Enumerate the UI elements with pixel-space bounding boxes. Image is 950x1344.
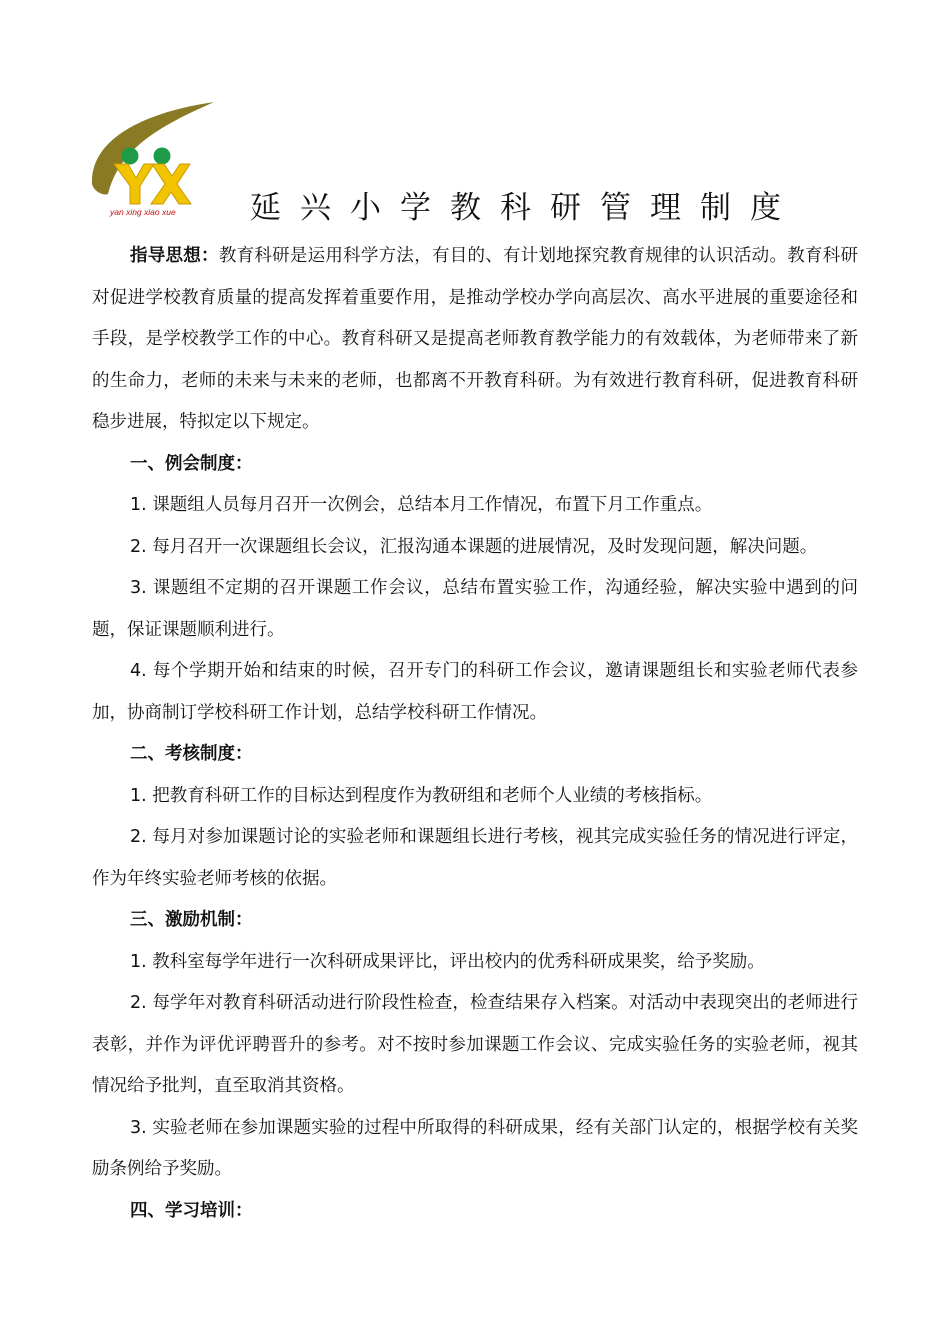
intro-paragraph	[92, 236, 858, 444]
section-heading: 二、考核制度：	[130, 744, 253, 764]
section-heading: 四、学习培训：	[130, 1200, 253, 1221]
school-logo	[86, 98, 218, 220]
intro-lead: 指导思想：	[130, 246, 219, 266]
list-item: 3. 课题组不定期的召开课题工作会议，总结布置实验工作，沟通经验，解决实验中遇到的问题，保证课题顺利进行。	[92, 578, 858, 640]
list-item: 2. 每月对参加课题讨论的实验老师和课题组长进行考核，视其完成实验任务的情况进行评定，作为年终实验老师考核的依据。	[92, 827, 858, 889]
intro-text: 教育科研是运用科学方法，有目的、有计划地探究教育规律的认识活动。教育科研对促进学校教育质量的提高发挥着重要作用，是推动学校办学向高层次、高水平进展的重要途径和手段，是学校教学工作的中心。教育科研又是提高老师教育教学能力的有效载体，为老师带来了新的生命力，老师的未来与未来的老师，也都离不开教育科研。为有效进行教育科研，促进教育科研稳步进展，特拟定以下规定。	[92, 246, 858, 432]
section-heading: 三、激励机制：	[130, 910, 253, 930]
list-item: 2. 每学年对教育科研活动进行阶段性检查，检查结果存入档案。对活动中表现突出的老师进行表彰，并作为评优评聘晋升的参考。对不按时参加课题工作会议、完成实验任务的实验老师，视其情况给予批判，直至取消其资格。	[92, 993, 858, 1096]
list-item: 1. 课题组人员每月召开一次例会，总结本月工作情况，布置下月工作重点。	[130, 495, 713, 515]
page-title: 延兴小学教科研管理制度	[250, 190, 800, 226]
logo-pinyin: yan xing xiao xue	[110, 207, 176, 217]
list-item: 1. 把教育科研工作的目标达到程度作为教研组和老师个人业绩的考核指标。	[130, 785, 713, 806]
document-body	[92, 236, 858, 1232]
list-item: 2. 每月召开一次课题组长会议，汇报沟通本课题的进展情况，及时发现问题，解决问题。	[130, 536, 818, 557]
section-heading: 一、例会制度：	[130, 453, 253, 474]
logo-emblem-icon	[86, 98, 218, 220]
list-item: 3. 实验老师在参加课题实验的过程中所取得的科研成果，经有关部门认定的，根据学校有关奖励条例给予奖励。	[92, 1117, 858, 1179]
list-item: 1. 教科室每学年进行一次科研成果评比，评出校内的优秀科研成果奖，给予奖励。	[130, 951, 765, 972]
list-item: 4. 每个学期开始和结束的时候，召开专门的科研工作会议，邀请课题组长和实验老师代表参加，协商制订学校科研工作计划，总结学校科研工作情况。	[92, 661, 858, 723]
